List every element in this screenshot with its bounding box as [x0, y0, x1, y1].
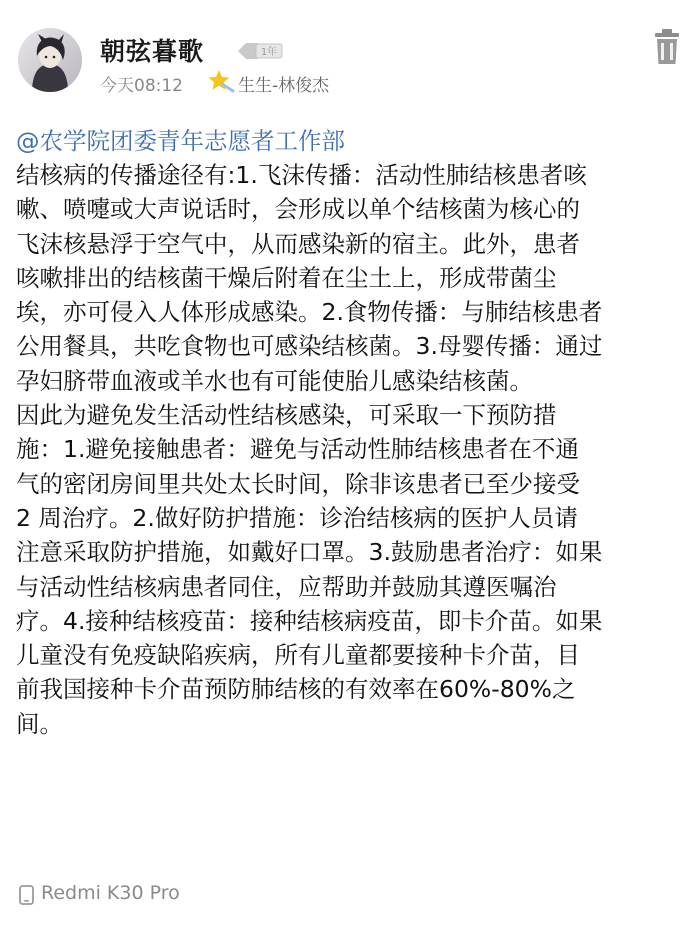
post-line: 嗽、喷嚏或大声说话时，会形成以单个结核菌为核心的	[16, 195, 580, 224]
post-line: 前我国接种卡介苗预防肺结核的有效率在60%-80%之	[16, 675, 576, 704]
post-line: 咳嗽排出的结核菌干燥后附着在尘土上，形成带菌尘	[16, 263, 557, 292]
post-line: 施：1.避免接触患者：避免与活动性肺结核患者在不通	[16, 435, 579, 464]
phone-icon	[19, 885, 34, 905]
post-line: 孕妇脐带血液或羊水也有可能使胎儿感染结核菌。	[16, 366, 533, 395]
post-time: 今天08:12	[100, 76, 183, 96]
post-content	[16, 124, 684, 741]
author-tag[interactable]: 生生-林俊杰	[238, 76, 330, 96]
avatar-image	[18, 28, 82, 92]
post-line: 儿童没有免疫缺陷疾病，所有儿童都要接种卡介苗，目	[16, 641, 580, 670]
post-line: 结核病的传播途径有:1.飞沫传播：活动性肺结核患者咳	[16, 161, 587, 189]
post-line: 间。	[16, 709, 63, 738]
level-badge-icon	[236, 40, 284, 62]
trash-icon[interactable]	[651, 28, 683, 66]
star-icon	[207, 68, 235, 94]
level-badge-label: 1年	[260, 47, 278, 58]
post-line: 公用餐具，共吃食物也可感染结核菌。3.母婴传播：通过	[16, 332, 603, 361]
post-line: 疗。4.接种结核疫苗：接种结核病疫苗，即卡介苗。如果	[16, 606, 603, 635]
username[interactable]: 朝弦暮歌	[100, 37, 205, 66]
post-line: 飞沫核悬浮于空气中，从而感染新的宿主。此外，患者	[16, 229, 580, 258]
post-line: 2 周治疗。2.做好防护措施：诊治结核病的医护人员请	[16, 503, 578, 532]
post-line: 埃，亦可侵入人体形成感染。2.食物传播：与肺结核患者	[16, 298, 603, 327]
post-line: 气的密闭房间里共处太长时间，除非该患者已至少接受	[16, 469, 580, 498]
mention-link[interactable]: @农学院团委青年志愿者工作部	[16, 127, 345, 155]
post-line: 因此为避免发生活动性结核感染，可采取一下预防措	[16, 401, 557, 430]
post-line: 与活动性结核病患者同住，应帮助并鼓励其遵医嘱治	[16, 572, 557, 601]
avatar[interactable]	[18, 28, 82, 92]
post-line: 注意采取防护措施，如戴好口罩。3.鼓励患者治疗：如果	[16, 538, 603, 567]
device-name: Redmi K30 Pro	[41, 882, 180, 904]
